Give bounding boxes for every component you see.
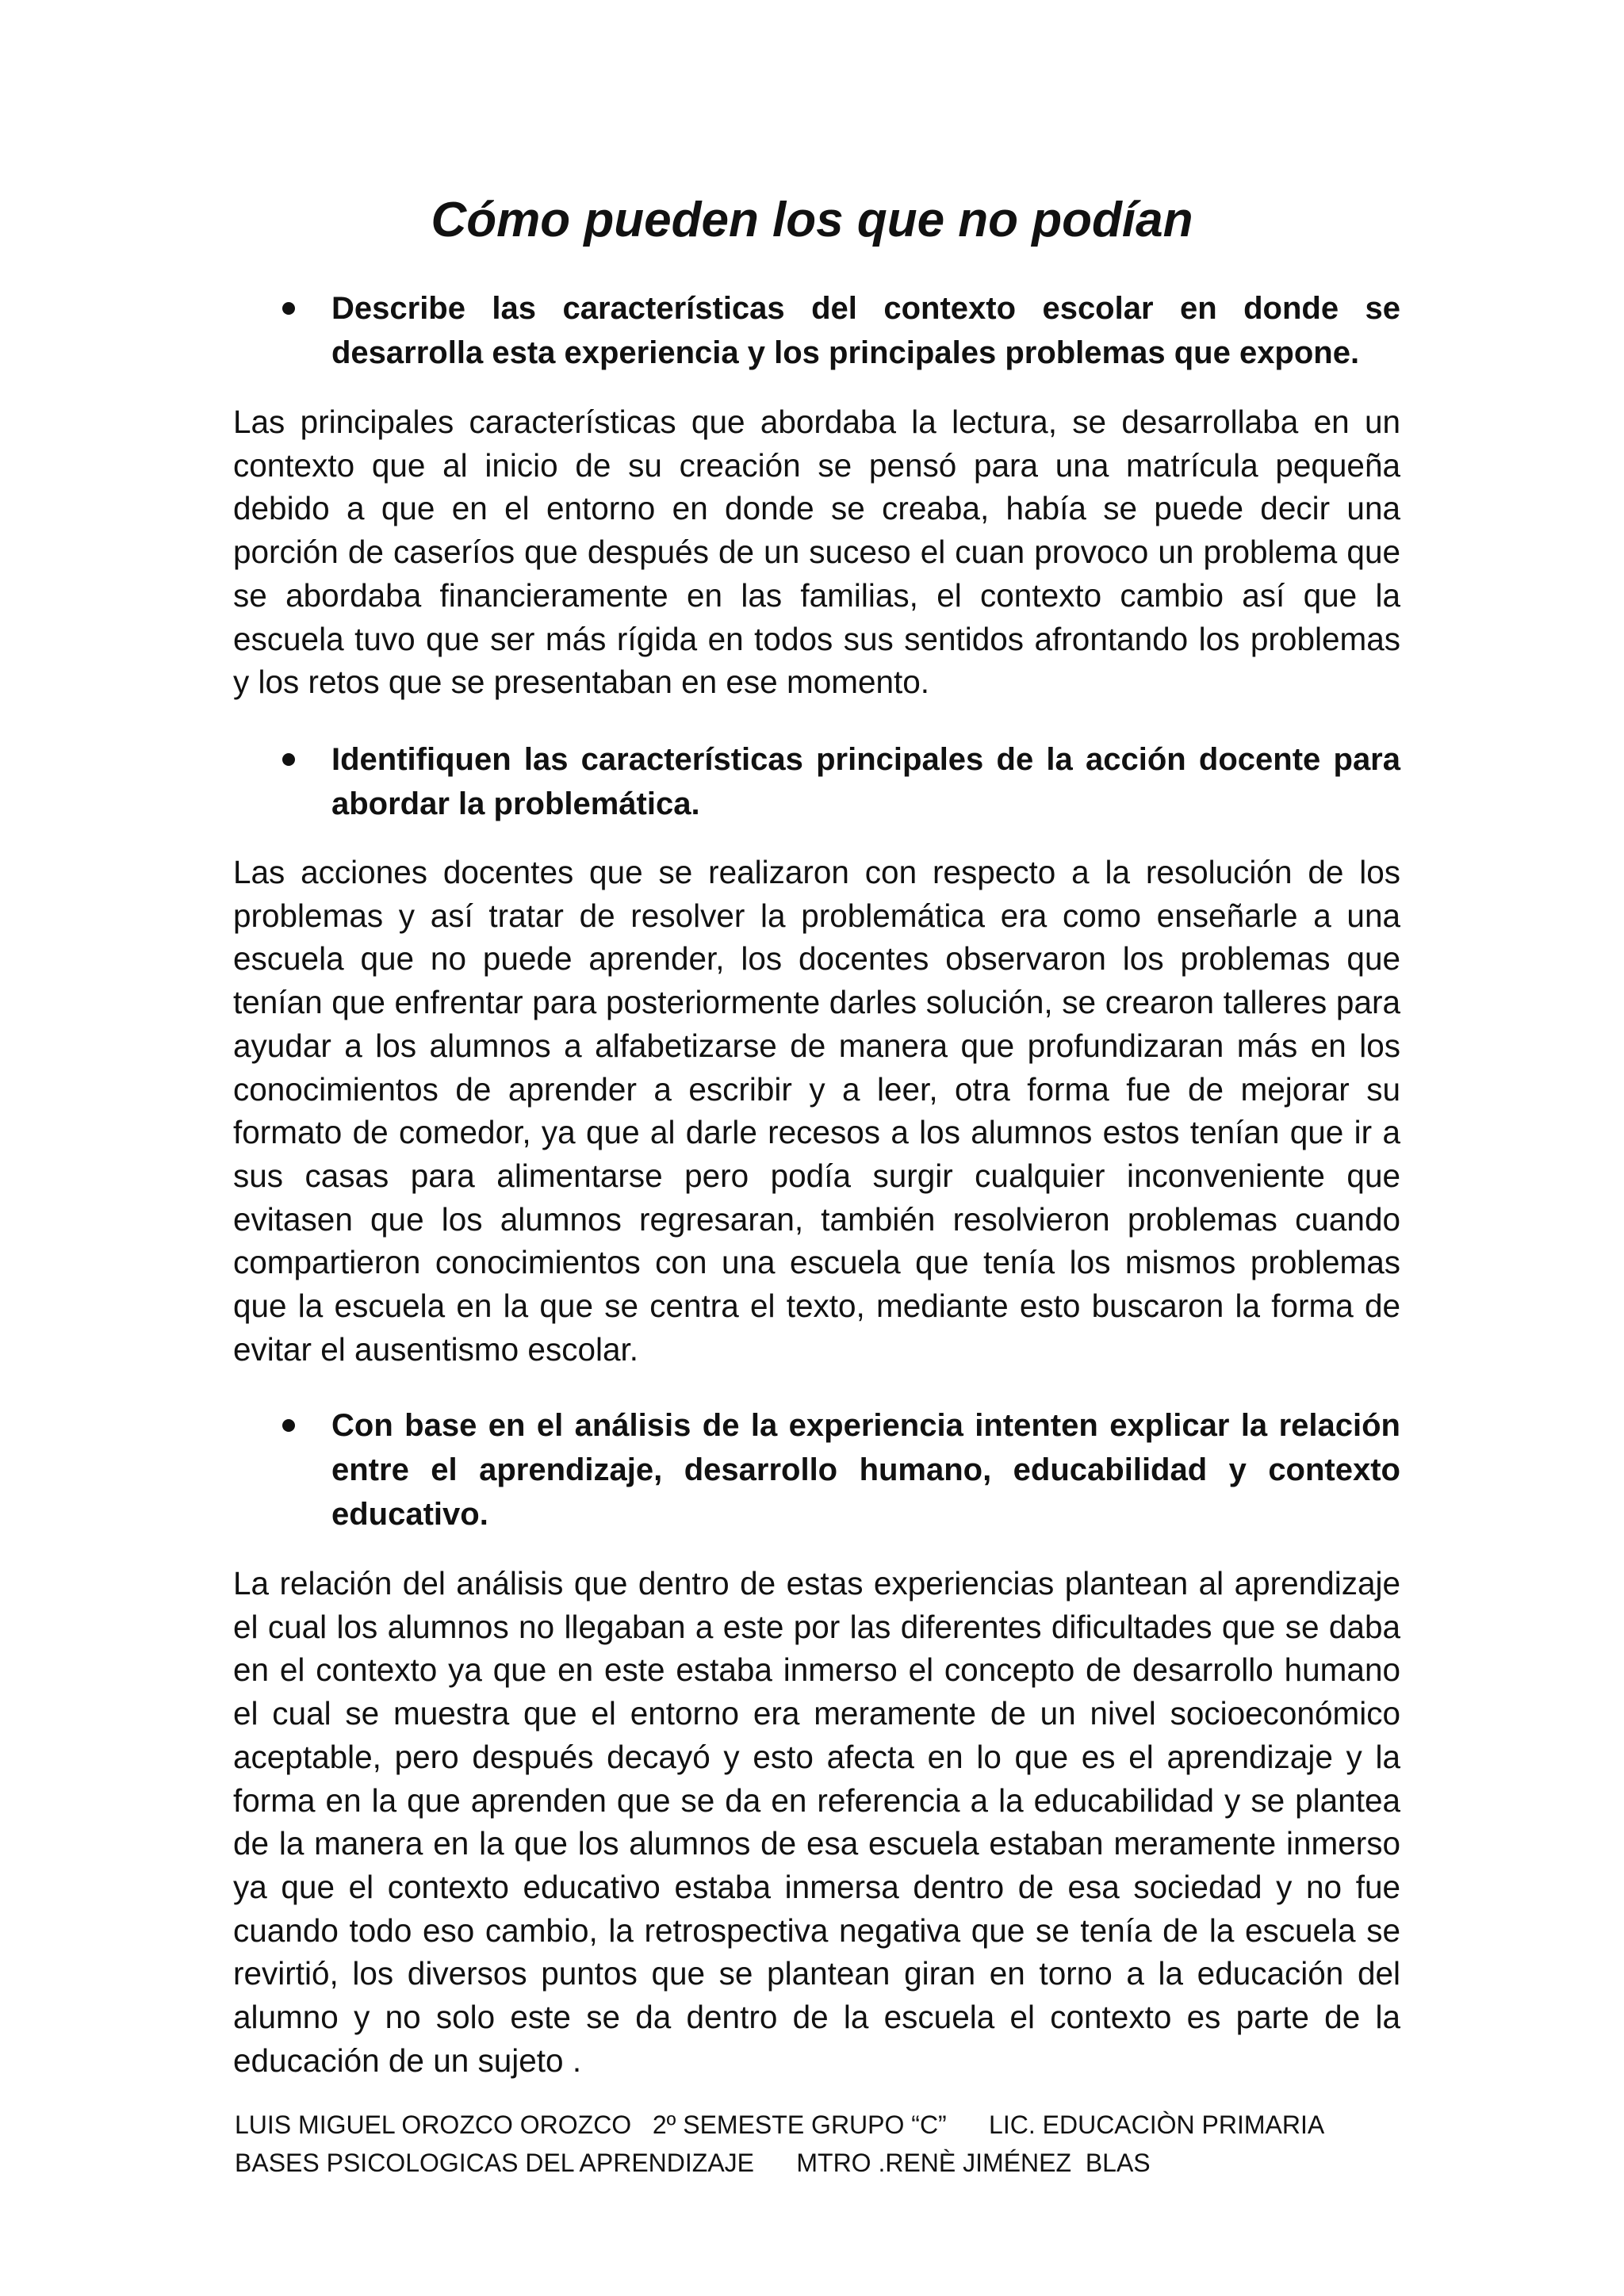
question-item-3 <box>331 1403 1400 1536</box>
answer-paragraph-2: Las acciones docentes que se realizaron con respecto a la resolución de los problemas y así tratar de resolver la problemática era como enseñarle a una escuela que no puede aprender, los docentes observaron los problemas que tenían que enfrentar para posteriormente darles solución, se crearon talleres para ayudar a los alumnos a alfabetizarse de manera que profundizaran más en los conocimientos de aprender a escribir y a leer, otra forma fue de mejorar su formato de comedor, ya que al darle recesos a los alumnos estos tenían que ir a sus casas para alimentarse pero podía surgir cualquier inconveniente que evitasen que los alumnos regresaran, también resolvieron problemas cuando compartieron conocimientos con una escuela que tenía los mismos problemas que la escuela en la que se centra el texto, mediante esto buscaron la forma de evitar el ausentismo escolar. <box>233 854 1400 1368</box>
question-item-1 <box>331 286 1400 375</box>
question-text-1: Describe las características del contexto escolar en donde se desarrolla esta experiencia y los principales problemas que expone. <box>331 291 1400 370</box>
bullet-icon <box>282 302 295 315</box>
document-title: Cómo pueden los que no podían <box>431 193 1193 247</box>
footer-line-author: LUIS MIGUEL OROZCO OROZCO 2º SEMESTE GRUPO “C” LIC. EDUCACIÒN PRIMARIA <box>235 2110 1325 2139</box>
question-text-2: Identifiquen las características principales de la acción docente para abordar la problemática. <box>331 742 1400 821</box>
answer-paragraph-1: Las principales características que abordaba la lectura, se desarrollaba en un contexto que al inicio de su creación se pensó para una matrícula pequeña debido a que en el entorno en donde se creaba, había se puede decir una porción de caseríos que después de un suceso el cuan provoco un problema que se abordaba financieramente en las familias, el contexto cambio así que la escuela tuvo que ser más rígida en todos sus sentidos afrontando los problemas y los retos que se presentaban en ese momento. <box>233 404 1400 701</box>
question-item-2 <box>331 737 1400 826</box>
answer-paragraph-3: La relación del análisis que dentro de estas experiencias plantean al aprendizaje el cual los alumnos no llegaban a este por las diferentes dificultades que se daba en el contexto ya que en este estaba inmerso el concepto de desarrollo humano el cual se muestra que el entorno era meramente de un nivel socioeconómico aceptable, pero después decayó y esto afecta en lo que es el aprendizaje y la forma en la que aprenden que se da en referencia a la educabilidad y se plantea de la manera en la que los alumnos de esa escuela estaban meramente inmerso ya que el contexto educativo estaba inmersa dentro de esa sociedad y no fue cuando todo eso cambio, la retrospectiva negativa que se tenía de la escuela se revirtió, los diversos puntos que se plantean giran en torno a la educación del alumno y no solo este se da dentro de la escuela el contexto es parte de la educación de un sujeto . <box>233 1565 1400 2079</box>
bullet-icon <box>282 1419 295 1432</box>
question-text-3: Con base en el análisis de la experiencia intenten explicar la relación entre el aprendizaje, desarrollo humano, educabilidad y contexto educativo. <box>331 1408 1400 1532</box>
footer-line-course: BASES PSICOLOGICAS DEL APRENDIZAJE MTRO .RENÈ JIMÉNEZ BLAS <box>235 2149 1151 2177</box>
bullet-icon <box>282 753 295 766</box>
